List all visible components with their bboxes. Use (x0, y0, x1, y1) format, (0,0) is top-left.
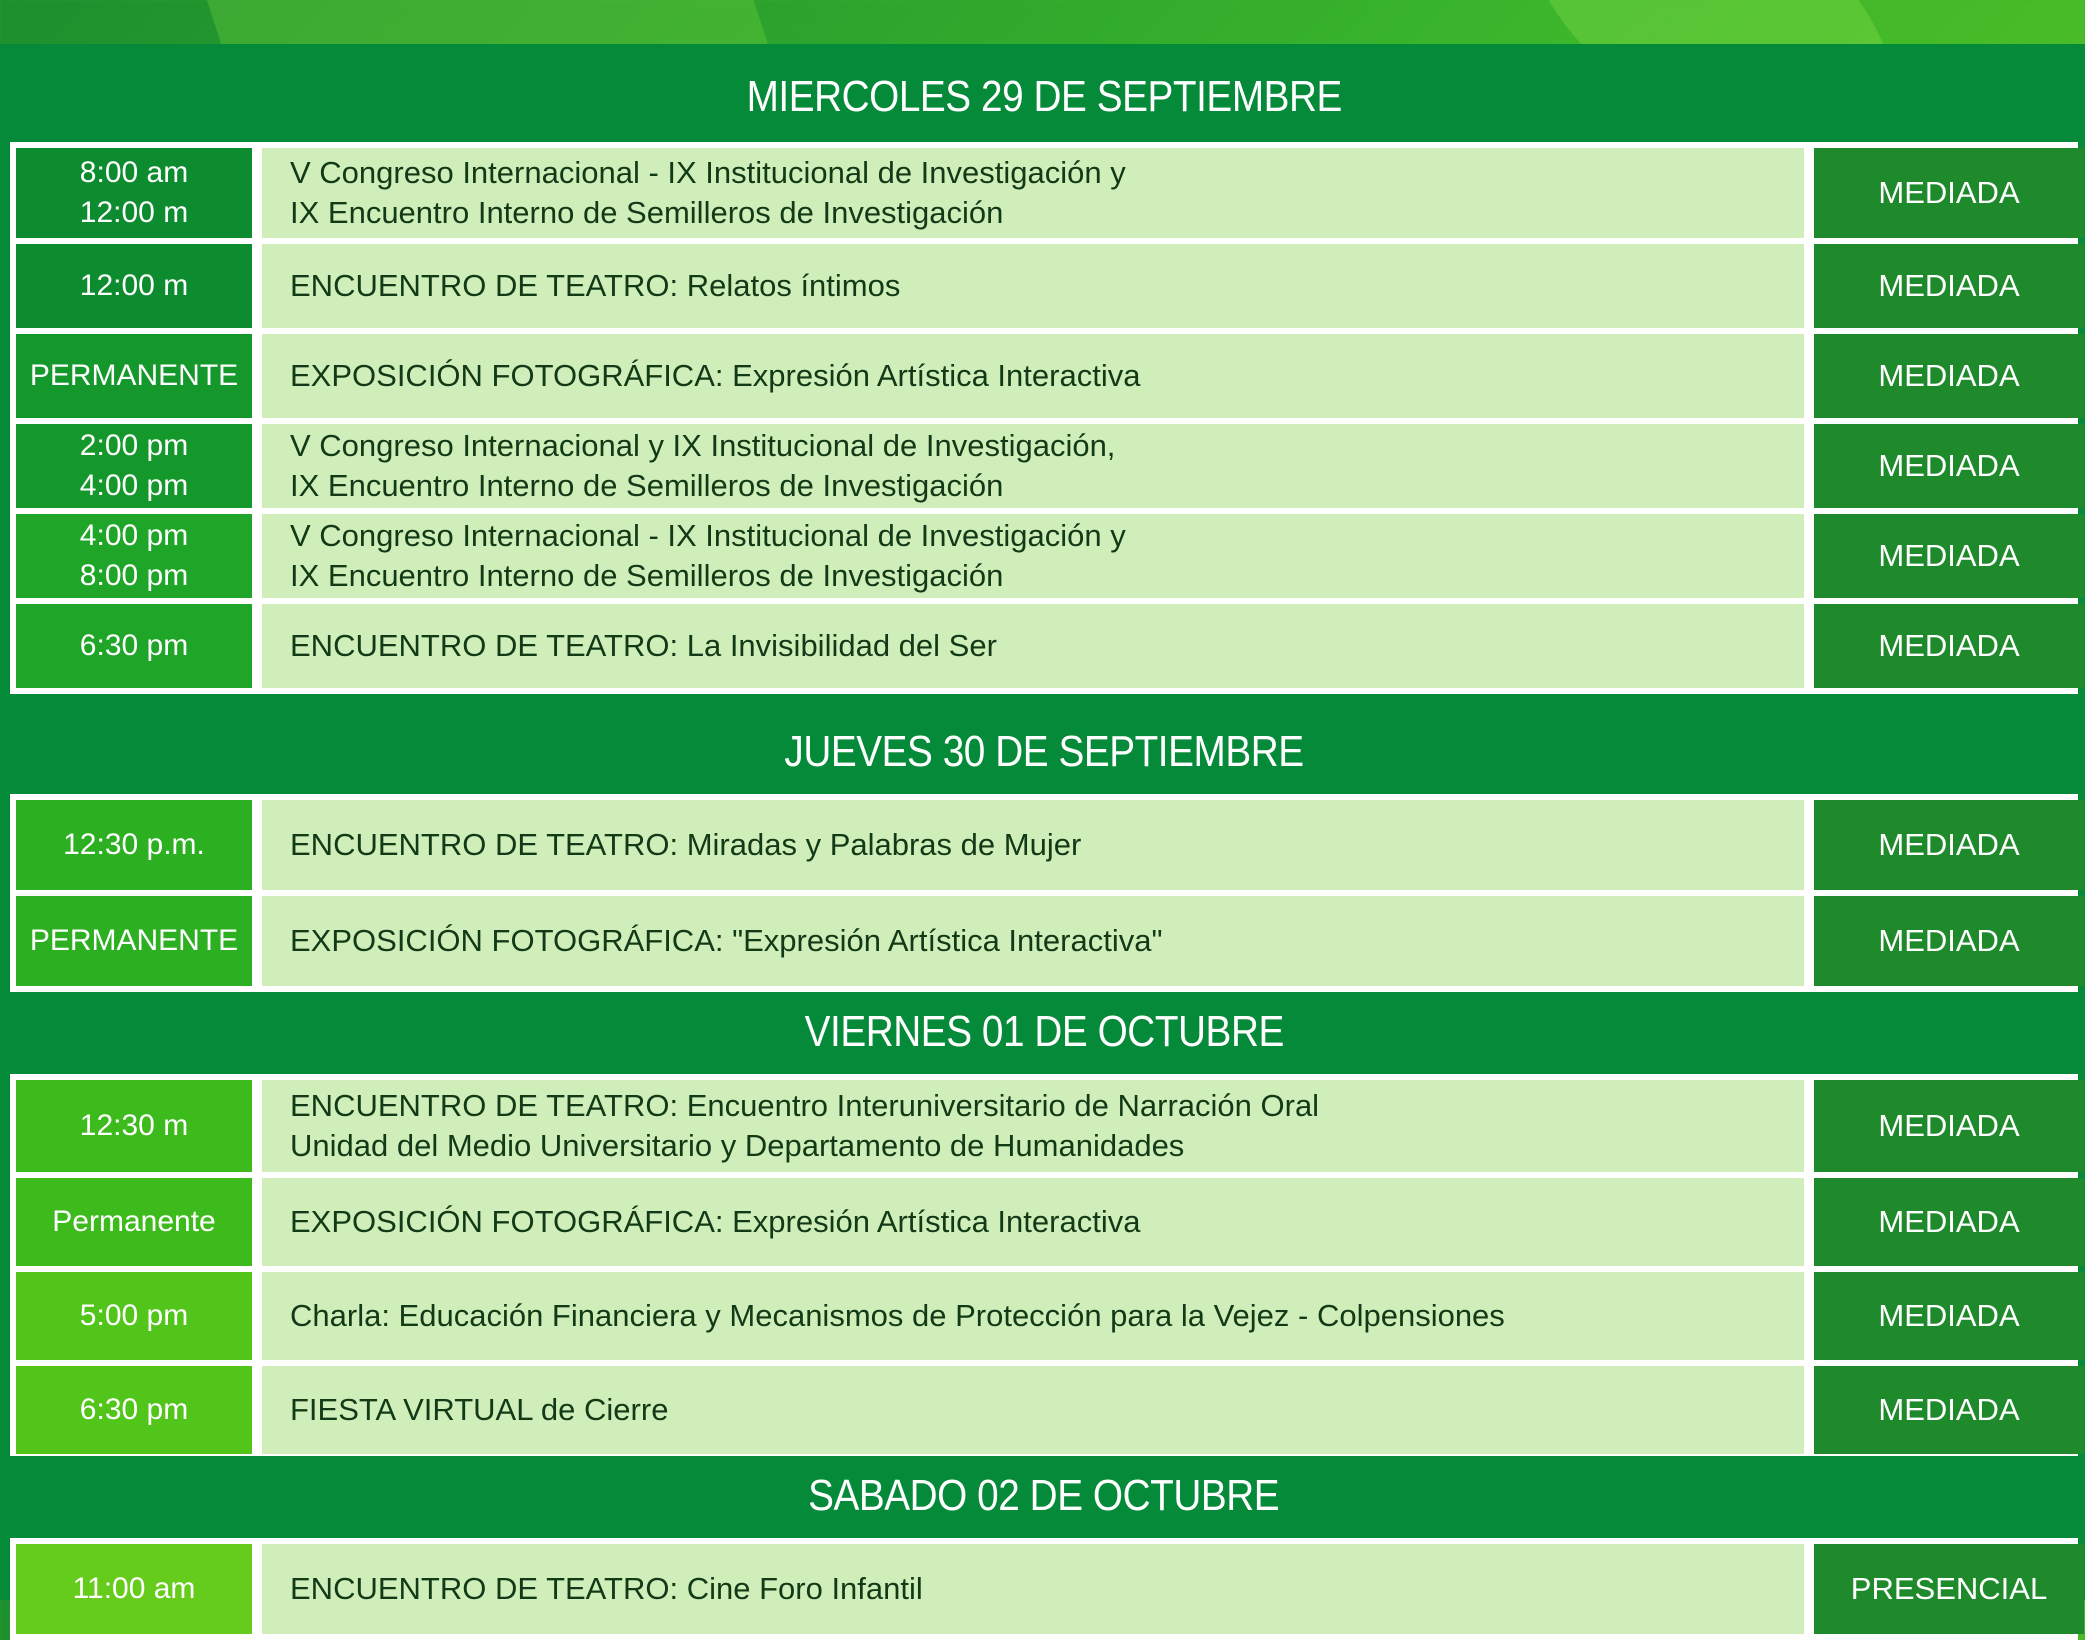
schedule-board (0, 44, 2085, 1606)
event-row (10, 604, 2078, 688)
event-time-line: 4:00 pm (79, 519, 189, 552)
event-time-line: 8:00 am (79, 156, 189, 189)
event-time (16, 1366, 252, 1454)
event-time-line: PERMANENTE (29, 924, 239, 957)
day-schedule (10, 1538, 2078, 1640)
event-title-line: ENCUENTRO DE TEATRO: Relatos íntimos (290, 268, 901, 303)
event-time (16, 1272, 252, 1360)
event-time-line: 6:30 pm (79, 629, 189, 662)
day-header (10, 54, 2078, 140)
event-row (10, 1178, 2078, 1266)
event-time (16, 604, 252, 688)
event-title-line: IX Encuentro Interno de Semilleros de Investigación (290, 468, 1004, 503)
event-title-line: EXPOSICIÓN FOTOGRÁFICA: Expresión Artística Interactiva (290, 1204, 1141, 1239)
event-row (10, 1080, 2078, 1172)
event-title (262, 1366, 1804, 1454)
event-time-line: 12:00 m (79, 269, 189, 302)
event-title (262, 1544, 1804, 1634)
event-time-line: 8:00 pm (79, 559, 189, 592)
event-time (16, 334, 252, 418)
event-row (10, 514, 2078, 598)
event-mode-badge: MEDIADA (1814, 148, 2084, 238)
event-mode-badge: MEDIADA (1814, 1272, 2084, 1360)
event-title-line: V Congreso Internacional y IX Institucional de Investigación, (290, 428, 1116, 463)
event-mode-badge: MEDIADA (1814, 1178, 2084, 1266)
event-row (10, 800, 2078, 890)
event-title-line: EXPOSICIÓN FOTOGRÁFICA: "Expresión Artística Interactiva" (290, 923, 1163, 958)
event-title-line: Unidad del Medio Universitario y Departamento de Humanidades (290, 1128, 1185, 1163)
day-title: JUEVES 30 DE SEPTIEMBRE (784, 727, 1304, 776)
event-mode-badge: MEDIADA (1814, 896, 2084, 986)
event-row (10, 424, 2078, 508)
event-mode-badge: MEDIADA (1814, 244, 2084, 328)
event-mode-badge: MEDIADA (1814, 1366, 2084, 1454)
day-schedule (10, 1074, 2078, 1460)
event-time (16, 148, 252, 238)
event-mode-badge: PRESENCIAL (1814, 1544, 2084, 1634)
event-title-line: Charla: Educación Financiera y Mecanismos de Protección para la Vejez - Colpensiones (290, 1298, 1505, 1333)
event-row (10, 334, 2078, 418)
event-title (262, 896, 1804, 986)
event-title (262, 424, 1804, 508)
event-time (16, 800, 252, 890)
event-row (10, 1366, 2078, 1454)
event-title (262, 1178, 1804, 1266)
day-header (10, 712, 2078, 792)
event-time-line: 12:30 p.m. (63, 828, 205, 861)
event-time (16, 424, 252, 508)
event-row (10, 1272, 2078, 1360)
event-mode-badge: MEDIADA (1814, 1080, 2084, 1172)
event-time (16, 1178, 252, 1266)
event-title (262, 244, 1804, 328)
event-title (262, 334, 1804, 418)
event-time-line: 12:30 m (79, 1109, 189, 1142)
day-title: MIERCOLES 29 DE SEPTIEMBRE (746, 72, 1342, 121)
event-row (10, 1544, 2078, 1634)
event-row (10, 896, 2078, 986)
day-header (10, 992, 2078, 1072)
day-schedule (10, 794, 2078, 992)
event-title-line: FIESTA VIRTUAL de Cierre (290, 1392, 669, 1427)
event-title (262, 1080, 1804, 1172)
event-title-line: ENCUENTRO DE TEATRO: La Invisibilidad del Ser (290, 628, 997, 663)
event-mode-badge: MEDIADA (1814, 334, 2084, 418)
event-title (262, 148, 1804, 238)
event-time-line: Permanente (52, 1205, 216, 1238)
event-time-line: 11:00 am (72, 1572, 196, 1605)
event-time-line: PERMANENTE (29, 359, 239, 392)
event-mode-badge: MEDIADA (1814, 514, 2084, 598)
event-time (16, 896, 252, 986)
event-title-line: ENCUENTRO DE TEATRO: Encuentro Interuniversitario de Narración Oral (290, 1088, 1320, 1123)
day-title: VIERNES 01 DE OCTUBRE (804, 1007, 1284, 1056)
event-row (10, 148, 2078, 238)
day-title: SABADO 02 DE OCTUBRE (808, 1471, 1280, 1520)
event-time (16, 514, 252, 598)
day-header (10, 1456, 2078, 1536)
event-mode-badge: MEDIADA (1814, 800, 2084, 890)
event-time (16, 1544, 252, 1634)
event-title-line: V Congreso Internacional - IX Institucional de Investigación y (290, 518, 1126, 553)
day-schedule (10, 142, 2078, 694)
event-time (16, 244, 252, 328)
event-title-line: ENCUENTRO DE TEATRO: Cine Foro Infantil (290, 1571, 923, 1606)
event-mode-badge: MEDIADA (1814, 604, 2084, 688)
event-time-line: 4:00 pm (79, 469, 189, 502)
event-title (262, 514, 1804, 598)
event-time (16, 1080, 252, 1172)
event-time-line: 5:00 pm (79, 1299, 189, 1332)
event-title (262, 1272, 1804, 1360)
event-title-line: ENCUENTRO DE TEATRO: Miradas y Palabras de Mujer (290, 827, 1082, 862)
event-title-line: EXPOSICIÓN FOTOGRÁFICA: Expresión Artística Interactiva (290, 358, 1141, 393)
event-time-line: 12:00 m (79, 196, 189, 229)
event-time-line: 2:00 pm (79, 429, 189, 462)
event-time-line: 6:30 pm (79, 1393, 189, 1426)
event-mode-badge: MEDIADA (1814, 424, 2084, 508)
event-row (10, 244, 2078, 328)
event-title-line: V Congreso Internacional - IX Institucional de Investigación y (290, 155, 1126, 190)
event-title-line: IX Encuentro Interno de Semilleros de Investigación (290, 558, 1004, 593)
event-title-line: IX Encuentro Interno de Semilleros de Investigación (290, 195, 1004, 230)
event-title (262, 604, 1804, 688)
event-title (262, 800, 1804, 890)
